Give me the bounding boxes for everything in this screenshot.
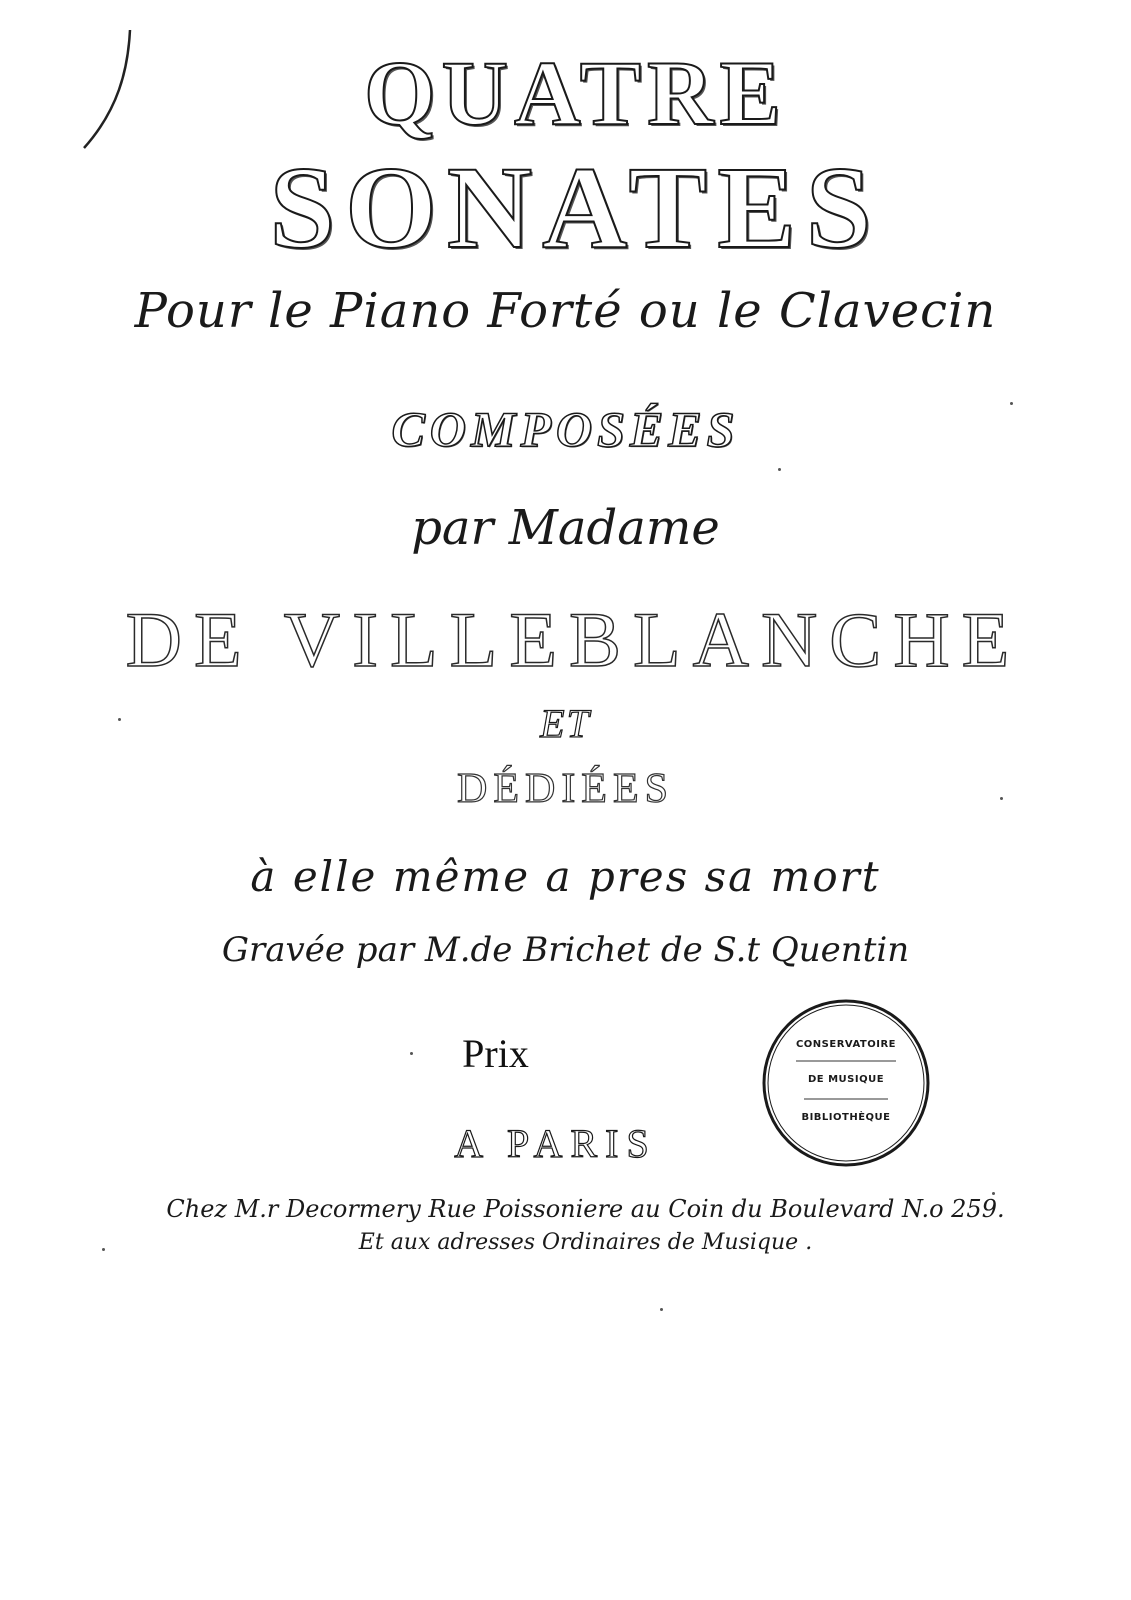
price-label: Prix xyxy=(462,1031,529,1076)
speck xyxy=(410,1052,413,1055)
dedication-line: à elle même a pres sa mort xyxy=(250,852,881,901)
city-line: A PARIS xyxy=(454,1121,657,1166)
speck xyxy=(102,1248,105,1251)
composer-name: DE VILLEBLANCHE xyxy=(125,596,1022,683)
speck xyxy=(660,1308,663,1311)
title-sonates: SONATES xyxy=(269,142,882,273)
composees-heading: COMPOSÉES xyxy=(391,401,740,457)
speck xyxy=(1000,797,1003,800)
par-madame-line: par Madame xyxy=(411,500,720,556)
speck xyxy=(778,468,781,471)
publisher-address: Chez M.r Decormery Rue Poissoniere au Coin du Boulevard N.o 259. xyxy=(166,1195,1005,1223)
speck xyxy=(992,1192,995,1195)
engraver-line: Gravée par M.de Brichet de S.t Quentin xyxy=(221,930,910,970)
et-line: ET xyxy=(540,701,591,746)
title-quatre: QUATRE xyxy=(364,42,787,144)
stamp-line-1: CONSERVATOIRE xyxy=(795,1039,897,1050)
speck xyxy=(1010,402,1013,405)
stamp-line-2: DE MUSIQUE xyxy=(807,1074,885,1085)
speck xyxy=(118,718,121,721)
dediees-heading: DÉDIÉES xyxy=(457,766,674,812)
other-addresses-line: Et aux adresses Ordinaires de Musique . xyxy=(358,1230,813,1255)
stamp-line-3: BIBLIOTHÈQUE xyxy=(801,1112,891,1123)
instrument-line: Pour le Piano Forté ou le Clavecin xyxy=(134,283,997,339)
stamp-circle-icon xyxy=(756,995,936,1175)
library-stamp xyxy=(756,995,936,1175)
